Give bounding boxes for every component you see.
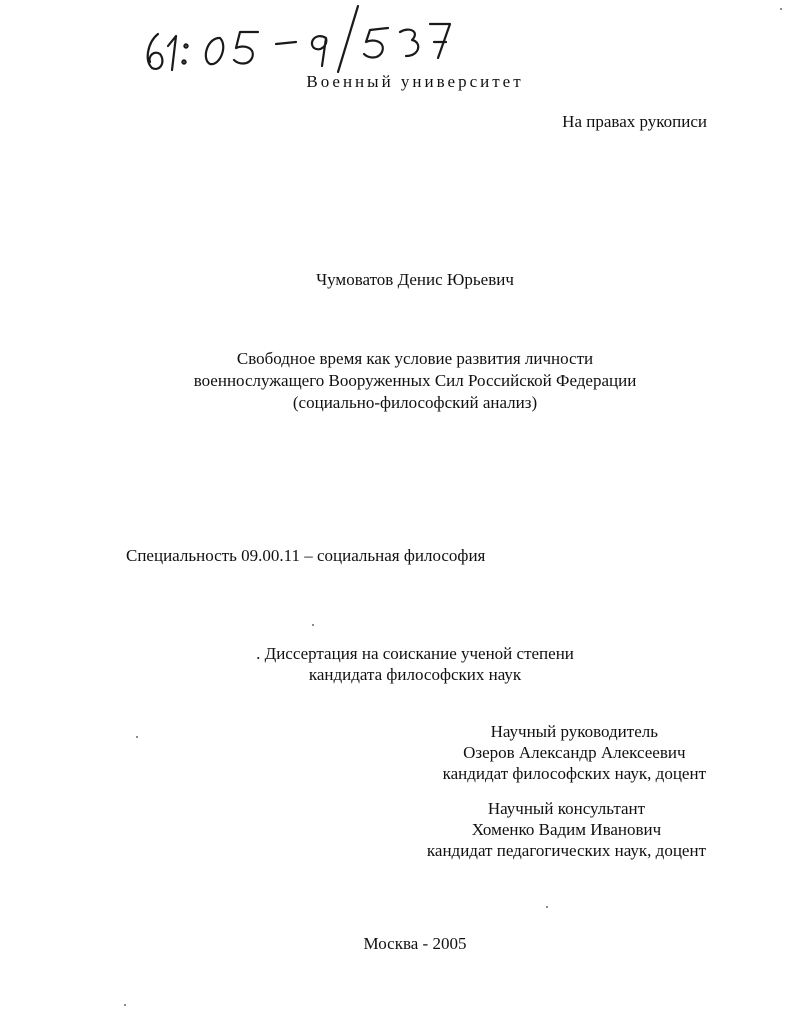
supervisor-degree: кандидат философских наук, доцент bbox=[442, 764, 706, 783]
consultant-block bbox=[427, 798, 706, 861]
consultant-role: Научный консультант bbox=[487, 799, 646, 818]
city-year: Москва - 2005 bbox=[363, 934, 467, 953]
rights-notice: На правах рукописи bbox=[562, 112, 707, 131]
institution-name: Военный университет bbox=[306, 72, 524, 91]
dissertation-degree bbox=[0, 643, 796, 685]
title-line-2: военнослужащего Вооруженных Сил Российской Федерации bbox=[193, 371, 637, 390]
scan-speck bbox=[780, 8, 782, 10]
supervisor-block bbox=[443, 721, 706, 784]
consultant-name: Хоменко Вадим Иванович bbox=[471, 820, 662, 839]
scan-speck bbox=[546, 906, 548, 908]
supervisor-role: Научный руководитель bbox=[490, 722, 658, 741]
supervisor-name: Озеров Александр Алексеевич bbox=[463, 743, 686, 762]
specialty-line: Специальность 09.00.11 – социальная философия bbox=[126, 546, 486, 565]
dissertation-title bbox=[0, 348, 796, 414]
title-line-3: (социально-философский анализ) bbox=[292, 393, 538, 412]
handwritten-catalog-number-drawing bbox=[140, 2, 460, 82]
handwritten-catalog-number bbox=[140, 2, 460, 82]
scan-speck bbox=[312, 624, 314, 626]
dissertation-line-2: кандидата философских наук bbox=[308, 665, 522, 684]
dissertation-line-1: . Диссертация на соискание ученой степени bbox=[256, 644, 574, 663]
author-name: Чумоватов Денис Юрьевич bbox=[316, 270, 514, 289]
consultant-degree: кандидат педагогических наук, доцент bbox=[426, 841, 706, 860]
scan-speck bbox=[136, 736, 138, 738]
title-line-1: Свободное время как условие развития личности bbox=[236, 349, 594, 368]
scan-speck bbox=[124, 1004, 126, 1006]
